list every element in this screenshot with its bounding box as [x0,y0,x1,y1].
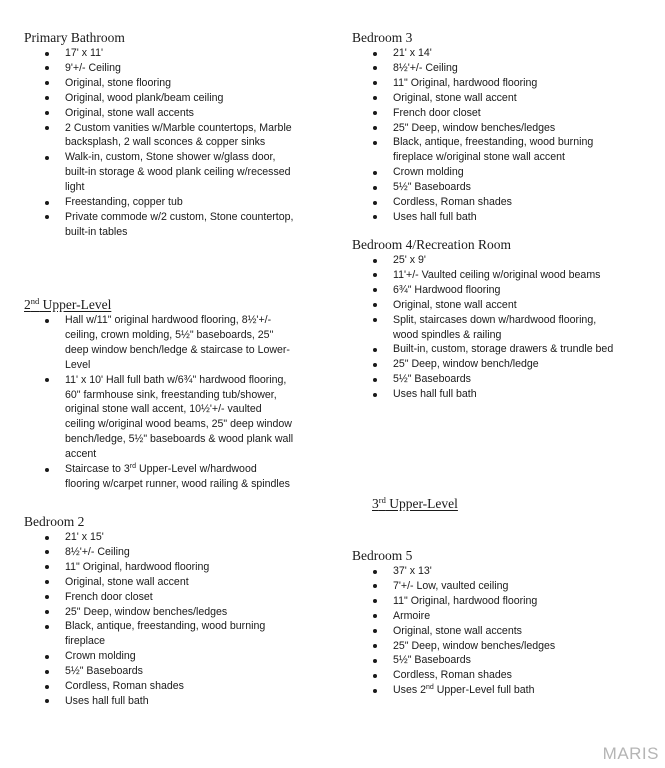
bedroom-3-section [352,30,652,225]
bedroom-3-heading: Bedroom 3 [352,30,413,45]
item-ordinal: rd [129,463,137,471]
second-upper-level-list [24,313,324,492]
list-item: Original, stone wall accent [24,575,324,590]
list-item: 21' x 14' [352,46,652,61]
list-item: Hall w/11" original hardwood flooring, 8½'+/- ceiling, crown molding, 5½" baseboards, 25" deep window bench/ledge & staircase to Lower- Level [24,313,324,373]
list-item: Uses hall full bath [24,694,324,709]
list-item: Private commode w/2 custom, Stone countertop, built-in tables [24,210,324,240]
list-item: Crown molding [24,649,324,664]
bedroom-5-section [352,548,652,698]
list-item: 25" Deep, window benches/ledges [352,121,652,136]
item-text: Staircase to 3 [65,463,130,476]
list-item: Original, stone wall accent [352,91,652,106]
list-item: 11" Original, hardwood flooring [352,76,652,91]
heading-number: 3 [372,496,379,511]
list-item: 7'+/- Low, vaulted ceiling [352,579,652,594]
item-text: Upper-Level w/hardwood flooring w/carpet runner, wood railing & spindles [65,463,290,490]
list-item: French door closet [352,106,652,121]
list-item: 6¾" Hardwood flooring [352,283,652,298]
heading-ordinal: rd [378,495,386,505]
bedroom-4-section [352,237,652,402]
list-item: 21' x 15' [24,530,324,545]
list-item: 8½'+/- Ceiling [24,545,324,560]
list-item: 25' x 9' [352,253,652,268]
list-item: Original, wood plank/beam ceiling [24,91,324,106]
list-item: 25" Deep, window benches/ledges [24,605,324,620]
list-item: 5½" Baseboards [352,653,652,668]
list-item: Uses hall full bath [352,387,652,402]
list-item: Original, stone wall accents [352,624,652,639]
list-item: 17' x 11' [24,46,324,61]
list-item: 8½'+/- Ceiling [352,61,652,76]
list-item: French door closet [24,590,324,605]
list-item: Original, stone flooring [24,76,324,91]
list-item: Black, antique, freestanding, wood burning fireplace [24,619,324,649]
item-text: Uses 2 [393,684,426,697]
list-item: Walk-in, custom, Stone shower w/glass door, built-in storage & wood plank ceiling w/recessed light [24,150,324,195]
heading-text: Upper-Level [385,496,458,511]
primary-bathroom-section [24,30,324,240]
list-item: 37' x 13' [352,564,652,579]
bedroom-2-section [24,514,324,709]
second-upper-level-heading [24,297,324,313]
primary-bathroom-heading: Primary Bathroom [24,30,125,45]
list-item: Cordless, Roman shades [352,668,652,683]
list-item: 11" Original, hardwood flooring [352,594,652,609]
item-text: Upper-Level full bath [433,684,535,697]
list-item: 11'+/- Vaulted ceiling w/original wood beams [352,268,652,283]
list-item: 25" Deep, window benches/ledges [352,639,652,654]
list-item: 5½" Baseboards [352,372,652,387]
list-item: Crown molding [352,165,652,180]
bedroom-5-list [352,564,652,698]
list-item: 5½" Baseboards [352,180,652,195]
bedroom-2-heading: Bedroom 2 [24,514,85,529]
list-item: Cordless, Roman shades [24,679,324,694]
list-item: 11' x 10' Hall full bath w/6¾" hardwood flooring, 60" farmhouse sink, freestanding tub/shower, original stone wall accent, 10½'+/- vaulted ceiling w/original wood beams, 25" deep window bench/ledge, 5½" baseboards & wood plank wall accent [24,373,324,462]
list-item [352,683,652,698]
list-item: Black, antique, freestanding, wood burning fireplace w/original stone wall accent [352,135,652,165]
list-item: Original, stone wall accents [24,106,324,121]
bedroom-5-heading: Bedroom 5 [352,548,413,563]
third-upper-level-heading [372,496,665,512]
bedroom-2-list [24,530,324,709]
list-item: Split, staircases down w/hardwood flooring, wood spindles & railing [352,313,652,343]
list-item: Original, stone wall accent [352,298,652,313]
primary-bathroom-list [24,46,324,240]
heading-number: 2 [24,297,31,312]
maris-watermark: MARIS [602,744,659,763]
list-item [24,462,324,492]
list-item: Freestanding, copper tub [24,195,324,210]
list-item: Uses hall full bath [352,210,652,225]
list-item: 25" Deep, window bench/ledge [352,357,652,372]
list-item: Armoire [352,609,652,624]
list-item: Cordless, Roman shades [352,195,652,210]
item-ordinal: nd [425,684,434,692]
second-upper-level-section [24,297,324,492]
third-upper-level-section [372,496,665,512]
list-item: 2 Custom vanities w/Marble countertops, Marble backsplash, 2 wall sconces & copper sinks [24,121,324,151]
bedroom-4-heading: Bedroom 4/Recreation Room [352,237,511,252]
bedroom-3-list [352,46,652,225]
list-item: Built-in, custom, storage drawers & trundle bed [352,342,652,357]
list-item: 9'+/- Ceiling [24,61,324,76]
bedroom-4-list [352,253,652,402]
heading-text: Upper-Level [39,297,112,312]
list-item: 5½" Baseboards [24,664,324,679]
list-item: 11" Original, hardwood flooring [24,560,324,575]
heading-ordinal: nd [30,296,40,306]
